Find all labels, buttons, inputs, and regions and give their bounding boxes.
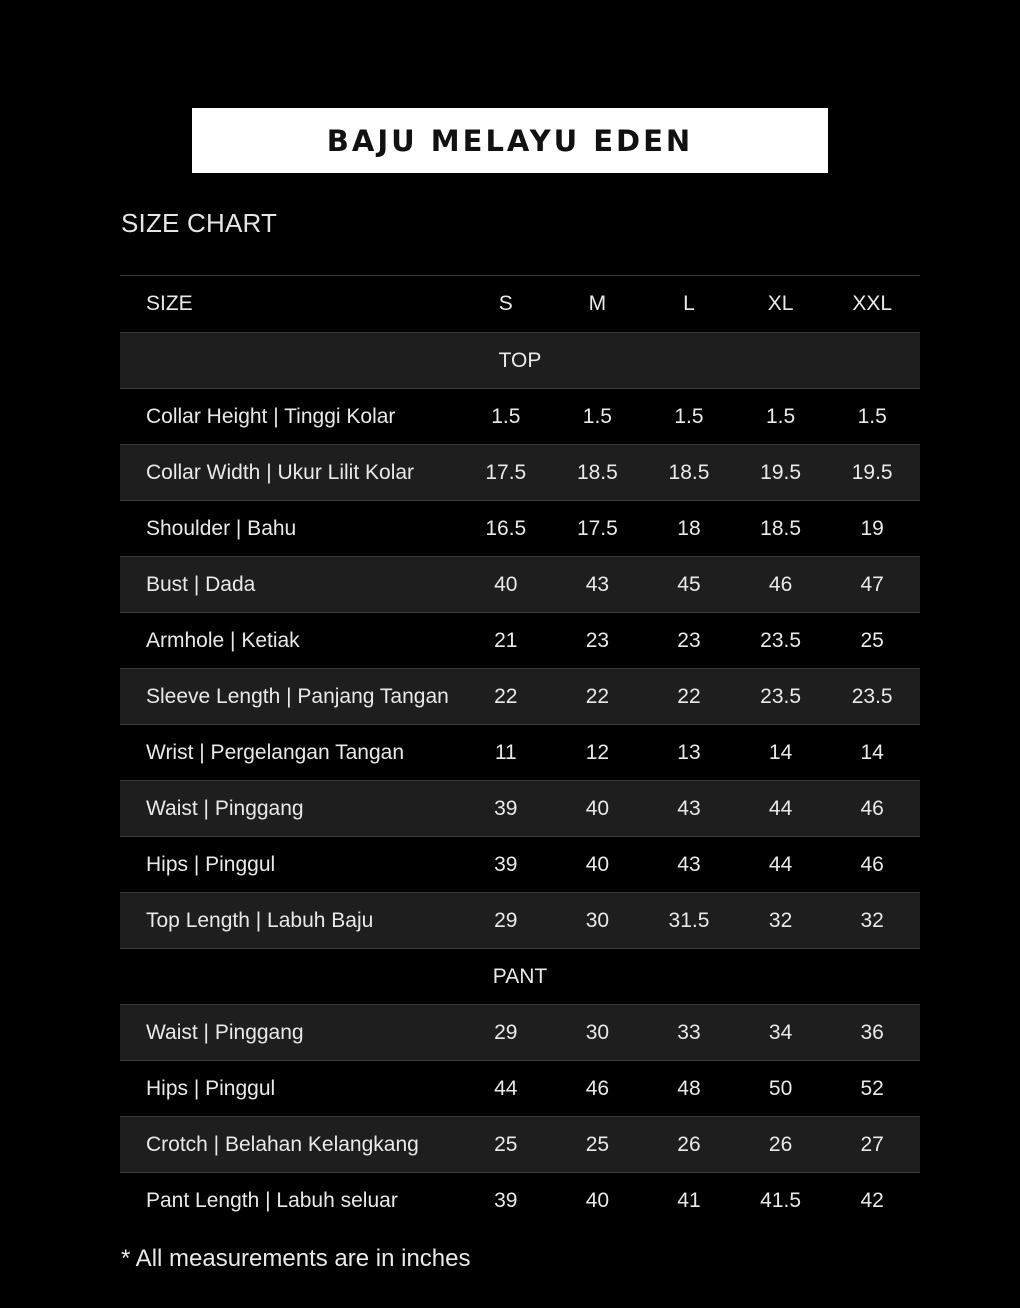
size-chart-heading: SIZE CHART bbox=[121, 208, 278, 238]
row-value: 22 bbox=[677, 684, 701, 708]
row-label: Top Length | Labuh Baju bbox=[146, 908, 374, 932]
row-value: 25 bbox=[860, 628, 884, 652]
row-value: 43 bbox=[677, 852, 701, 876]
row-value: 41 bbox=[677, 1189, 701, 1212]
brand-title: BAJU MELAYU EDEN bbox=[326, 123, 694, 158]
row-value: 23 bbox=[677, 628, 701, 652]
row-label: Crotch | Belahan Kelangkang bbox=[146, 1132, 419, 1156]
size-table bbox=[120, 275, 920, 1229]
header-size-xl: XL bbox=[767, 292, 794, 315]
row-value: 13 bbox=[677, 740, 701, 764]
row-value: 44 bbox=[494, 1076, 518, 1100]
row-value: 17.5 bbox=[576, 516, 618, 540]
row-value: 19.5 bbox=[851, 460, 893, 484]
row-value: 52 bbox=[860, 1076, 884, 1100]
row-value: 39 bbox=[494, 796, 518, 820]
table-row bbox=[120, 893, 920, 949]
row-value: 22 bbox=[585, 684, 610, 708]
row-value: 47 bbox=[860, 572, 884, 596]
row-value: 18.5 bbox=[760, 516, 802, 540]
row-value: 1.5 bbox=[765, 404, 796, 428]
row-value: 34 bbox=[768, 1020, 793, 1044]
row-value: 11 bbox=[494, 740, 517, 764]
row-value: 12 bbox=[585, 740, 610, 764]
header-size-s: S bbox=[498, 292, 513, 315]
row-value: 14 bbox=[860, 740, 884, 764]
row-value: 23 bbox=[585, 628, 610, 652]
row-value: 31.5 bbox=[668, 908, 710, 932]
table-row bbox=[120, 445, 920, 501]
row-value: 43 bbox=[677, 796, 701, 820]
measurement-footnote: * All measurements are in inches bbox=[121, 1245, 471, 1272]
section-top-label: TOP bbox=[498, 348, 542, 372]
table-row bbox=[120, 501, 920, 557]
row-value: 39 bbox=[494, 1189, 518, 1212]
row-value: 40 bbox=[585, 852, 610, 876]
row-value: 43 bbox=[585, 572, 610, 596]
row-value: 23.5 bbox=[851, 684, 893, 708]
row-label: Bust | Dada bbox=[146, 572, 256, 596]
table-row bbox=[120, 669, 920, 725]
row-value: 46 bbox=[768, 572, 793, 596]
table-row bbox=[120, 725, 920, 781]
row-value: 40 bbox=[585, 796, 610, 820]
row-value: 44 bbox=[768, 852, 793, 876]
table-row bbox=[120, 1005, 920, 1061]
row-value: 41.5 bbox=[760, 1189, 802, 1212]
row-value: 26 bbox=[768, 1132, 793, 1156]
row-value: 39 bbox=[494, 852, 518, 876]
row-label: Armhole | Ketiak bbox=[146, 628, 300, 652]
row-value: 40 bbox=[494, 572, 518, 596]
row-value: 46 bbox=[585, 1076, 610, 1100]
section-top bbox=[120, 333, 920, 389]
row-value: 30 bbox=[585, 1020, 610, 1044]
row-value: 19.5 bbox=[760, 460, 802, 484]
row-value: 30 bbox=[585, 908, 610, 932]
row-value: 23.5 bbox=[760, 684, 802, 708]
row-label: Waist | Pinggang bbox=[146, 1020, 304, 1044]
row-value: 14 bbox=[768, 740, 793, 764]
row-value: 1.5 bbox=[491, 404, 521, 428]
row-value: 45 bbox=[677, 572, 701, 596]
section-pant bbox=[120, 949, 920, 1005]
row-value: 29 bbox=[494, 908, 518, 932]
row-value: 1.5 bbox=[674, 404, 704, 428]
row-value: 19 bbox=[860, 516, 884, 540]
header-size-xxl: XXL bbox=[852, 292, 893, 315]
row-value: 21 bbox=[494, 628, 518, 652]
header-size-label: SIZE bbox=[146, 292, 193, 315]
row-value: 46 bbox=[860, 852, 884, 876]
row-value: 42 bbox=[860, 1189, 884, 1212]
row-value: 40 bbox=[585, 1189, 610, 1212]
brand-banner bbox=[192, 108, 828, 173]
row-value: 1.5 bbox=[582, 404, 612, 428]
row-value: 16.5 bbox=[485, 516, 527, 540]
row-value: 32 bbox=[768, 908, 793, 932]
row-value: 26 bbox=[677, 1132, 701, 1156]
row-value: 22 bbox=[494, 684, 518, 708]
table-row bbox=[120, 837, 920, 893]
row-value: 32 bbox=[860, 908, 884, 932]
section-pant-label: PANT bbox=[492, 964, 548, 988]
row-value: 27 bbox=[860, 1132, 884, 1156]
row-label: Collar Height | Tinggi Kolar bbox=[146, 404, 396, 428]
table-header-row bbox=[120, 276, 920, 333]
row-value: 36 bbox=[860, 1020, 884, 1044]
row-value: 25 bbox=[585, 1132, 610, 1156]
row-label: Waist | Pinggang bbox=[146, 796, 304, 820]
table-row bbox=[120, 1173, 920, 1229]
row-label: Shoulder | Bahu bbox=[146, 516, 297, 540]
row-value: 18.5 bbox=[668, 460, 710, 484]
row-value: 50 bbox=[768, 1076, 793, 1100]
row-value: 17.5 bbox=[485, 460, 527, 484]
row-value: 29 bbox=[494, 1020, 518, 1044]
row-value: 44 bbox=[768, 796, 793, 820]
row-label: Collar Width | Ukur Lilit Kolar bbox=[146, 460, 415, 484]
row-label: Pant Length | Labuh seluar bbox=[146, 1189, 398, 1212]
row-value: 18.5 bbox=[576, 460, 618, 484]
row-label: Hips | Pinggul bbox=[146, 852, 276, 876]
table-row bbox=[120, 389, 920, 445]
row-label: Wrist | Pergelangan Tangan bbox=[146, 740, 405, 764]
row-value: 33 bbox=[677, 1020, 701, 1044]
table-row bbox=[120, 1117, 920, 1173]
table-row bbox=[120, 613, 920, 669]
table-row bbox=[120, 557, 920, 613]
header-size-m: M bbox=[588, 292, 607, 315]
row-value: 1.5 bbox=[857, 404, 887, 428]
row-value: 23.5 bbox=[760, 628, 802, 652]
row-value: 18 bbox=[677, 516, 701, 540]
header-size-l: L bbox=[683, 292, 695, 315]
table-row bbox=[120, 1061, 920, 1117]
row-label: Hips | Pinggul bbox=[146, 1076, 276, 1100]
row-value: 46 bbox=[860, 796, 884, 820]
table-row bbox=[120, 781, 920, 837]
row-label: Sleeve Length | Panjang Tangan bbox=[146, 684, 449, 708]
row-value: 48 bbox=[677, 1076, 701, 1100]
row-value: 25 bbox=[494, 1132, 518, 1156]
